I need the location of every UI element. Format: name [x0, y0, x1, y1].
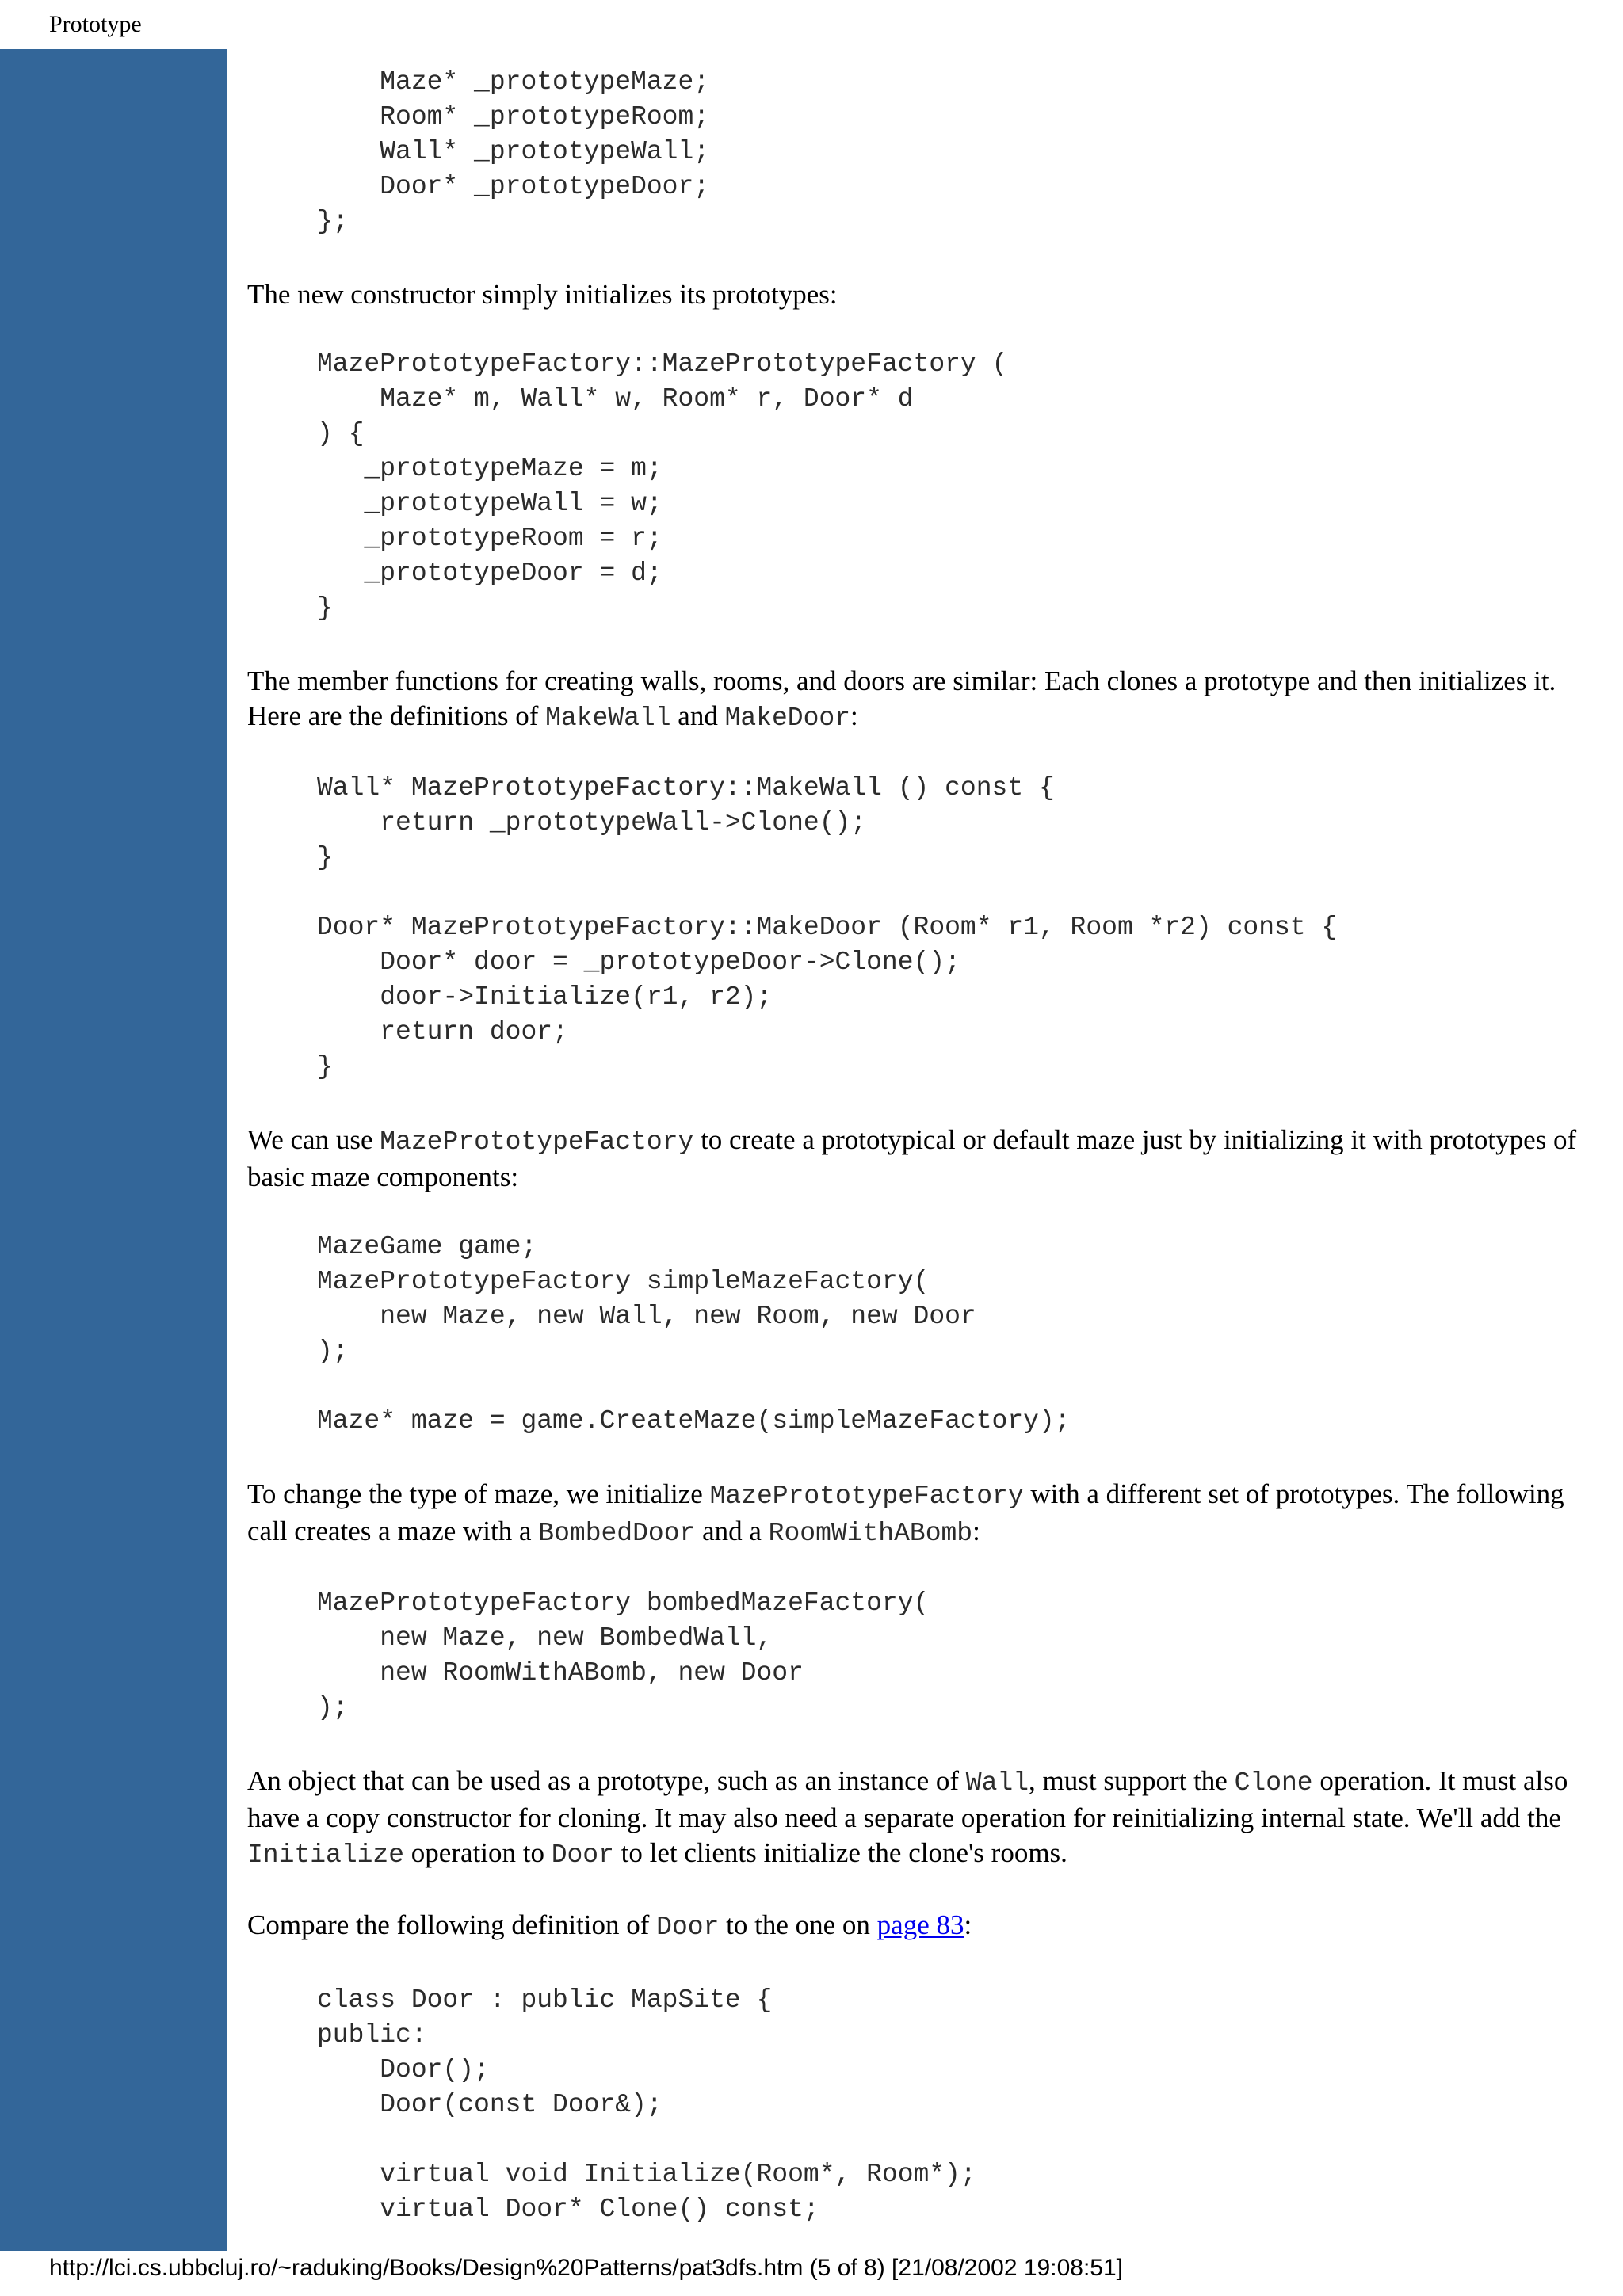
code-block-constructor: MazePrototypeFactory::MazePrototypeFactory ( Maze* m, Wall* w, Room* r, Door* d ) { _prototypeMaze = m; _prototypeWall = w; _prototypeRoom = r; _prototypeDoor = d; } — [317, 349, 1008, 623]
code-block-door-virtuals: virtual void Initialize(Room*, Room*); virtual Door* Clone() const; — [380, 2160, 976, 2224]
inline-code-makewall: MakeWall — [545, 704, 671, 733]
code-block-create-maze: Maze* maze = game.CreateMaze(simpleMazeFactory); — [317, 1406, 1071, 1436]
inline-code-door: Door — [551, 1840, 614, 1870]
code-block-private-members: Maze* _prototypeMaze; Room* _prototypeRoom; Wall* _prototypeWall; Door* _prototypeDoor; }; — [317, 67, 710, 236]
inline-code-initialize: Initialize — [247, 1840, 405, 1870]
paragraph-constructor: The new constructor simply initializes its prototypes: — [247, 279, 838, 310]
inline-code-bombeddoor: BombedDoor — [538, 1519, 696, 1548]
inline-code-factory: MazePrototypeFactory — [380, 1127, 694, 1157]
code-block-makewall: Wall* MazePrototypeFactory::MakeWall () const { return _prototypeWall->Clone(); } — [317, 773, 1055, 872]
code-block-makedoor: Door* MazePrototypeFactory::MakeDoor (Room* r1, Room *r2) const { Door* door = _prototypeDoor->Clone(); door->Initialize(r1, r2); return door; } — [317, 913, 1338, 1081]
sidebar-bar — [0, 49, 227, 2251]
inline-code-factory: MazePrototypeFactory — [709, 1482, 1024, 1511]
paragraph-compare-door: Compare the following definition of Door to the one on page 83: — [247, 1909, 972, 1942]
paragraph-prototype-object: An object that can be used as a prototype, such as an instance of Wall, must support the Clone operation. It must also have a copy constructor for cloning. It may also need a separate operation for reinitializing internal state. We'll add the Initialize operation to Door to let clients initialize the clone's rooms. — [247, 1765, 1568, 1870]
inline-code-makedoor: MakeDoor — [724, 704, 851, 733]
inline-code-roomwithabomb: RoomWithABomb — [768, 1519, 973, 1548]
code-block-simple-factory: MazeGame game; MazePrototypeFactory simpleMazeFactory( new Maze, new Wall, new Room, new Door ); — [317, 1232, 976, 1366]
code-block-door-class: class Door : public MapSite { public: Door(); Door(const Door&); — [317, 1985, 773, 2119]
paragraph-change-type: To change the type of maze, we initialize MazePrototypeFactory with a different set of prototypes. The following call creates a maze with a BombedDoor and a RoomWithABomb: — [247, 1478, 1564, 1548]
page-83-link[interactable]: page 83 — [876, 1909, 964, 1940]
document-body — [247, 65, 1604, 2227]
paragraph-member-functions: The member functions for creating walls, rooms, and doors are similar: Each clones a prototype and then initializes it. Here are the definitions of MakeWall and MakeDoor: — [247, 666, 1556, 733]
inline-code-wall: Wall — [965, 1768, 1029, 1798]
inline-code-clone: Clone — [1234, 1768, 1313, 1798]
code-block-bombed-factory: MazePrototypeFactory bombedMazeFactory( new Maze, new BombedWall, new RoomWithABomb, new Door ); — [317, 1589, 930, 1722]
paragraph-default-maze: We can use MazePrototypeFactory to create a prototypical or default maze just by initializing it with prototypes of basic maze components: — [247, 1124, 1577, 1192]
footer-url: http://lci.cs.ubbcluj.ro/~raduking/Books/Design%20Patterns/pat3dfs.htm (5 of 8) [21/08/2002 19:08:51] — [49, 2255, 1123, 2281]
inline-code-door: Door — [656, 1913, 720, 1942]
page-title: Prototype — [49, 11, 142, 37]
